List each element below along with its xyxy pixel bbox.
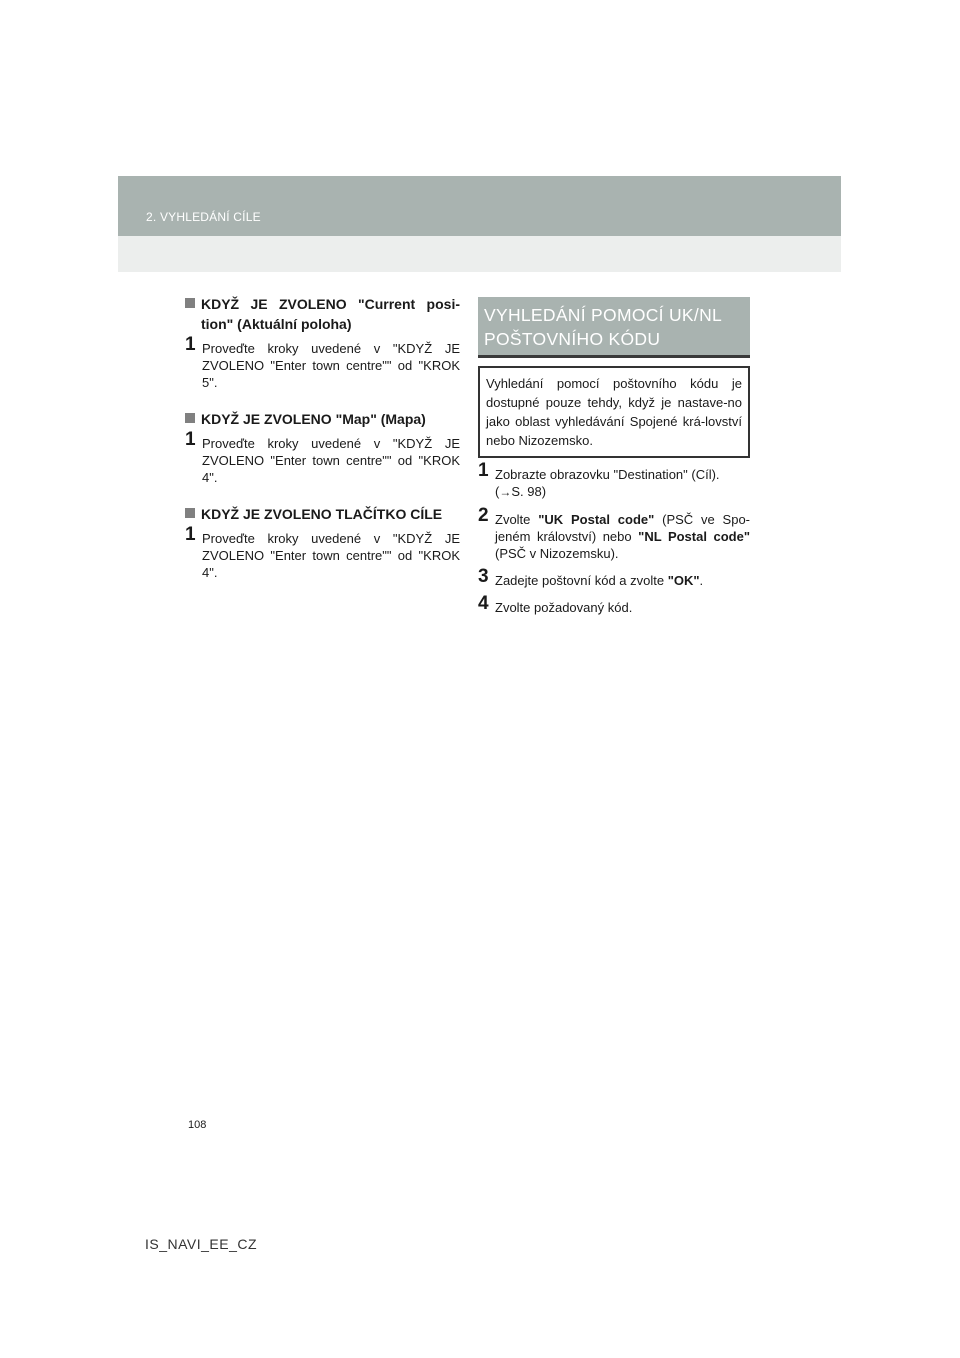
step-number: 3 xyxy=(478,566,489,587)
step-text: Zvolte požadovaný kód. xyxy=(495,600,633,615)
ui-label: "OK" xyxy=(667,573,700,588)
document-code: IS_NAVI_EE_CZ xyxy=(145,1236,258,1252)
step-item: 2 Zvolte "UK Postal code" (PSČ ve Spo-jeném království) nebo "NL Postal code" (PSČ v Nizozemsku). xyxy=(478,505,750,561)
step-number: 1 xyxy=(185,334,196,355)
right-column xyxy=(478,297,750,626)
left-column xyxy=(185,294,460,591)
step-item xyxy=(185,429,460,486)
step-item xyxy=(478,593,750,616)
step-number: 1 xyxy=(185,429,196,450)
step-item xyxy=(185,524,460,581)
step-text: Proveďte kroky uvedené v "KDYŽ JE ZVOLENO "Enter town centre"" od "KROK 4". xyxy=(202,436,460,485)
page-number: 108 xyxy=(188,1119,207,1131)
section-heading-box: VYHLEDÁNÍ POMOCÍ UK/NL POŠTOVNÍHO KÓDU xyxy=(478,297,750,355)
step-text: Proveďte kroky uvedené v "KDYŽ JE ZVOLENO "Enter town centre"" od "KROK 5". xyxy=(202,341,460,390)
header-band xyxy=(118,176,841,236)
subheading-destination-button: KDYŽ JE ZVOLENO TLAČÍTKO CÍLE xyxy=(185,504,460,524)
subheading-current-position: KDYŽ JE ZVOLENO "Current posi-tion" (Aktuální poloha) xyxy=(185,294,460,334)
step-text: Proveďte kroky uvedené v "KDYŽ JE ZVOLENO "Enter town centre"" od "KROK 4". xyxy=(202,531,460,580)
step-number: 4 xyxy=(478,593,489,614)
step-number: 1 xyxy=(478,460,489,481)
square-bullet-icon xyxy=(185,508,195,518)
section-title: 2. VYHLEDÁNÍ CÍLE xyxy=(146,210,261,224)
ui-label: "NL Postal code" xyxy=(638,529,750,544)
step-number: 1 xyxy=(185,524,196,545)
info-box: Vyhledání pomocí poštovního kódu je dostupné pouze tehdy, když je nastave-no jako oblast vyhledávání Spojené krá-lovství nebo Nizozemsko. xyxy=(478,366,750,458)
step-item xyxy=(185,334,460,391)
page-reference[interactable]: S. 98 xyxy=(511,484,542,499)
arrow-right-icon: → xyxy=(499,485,512,499)
step-item: 1 Zobrazte obrazovku "Destination" (Cíl). (→S. 98) xyxy=(478,460,720,499)
square-bullet-icon xyxy=(185,413,195,423)
step-text: Zobrazte obrazovku "Destination" (Cíl). xyxy=(495,467,720,482)
step-item: 3 Zadejte poštovní kód a zvolte "OK". xyxy=(478,566,704,588)
ui-label: "UK Postal code" xyxy=(538,512,655,527)
square-bullet-icon xyxy=(185,298,195,308)
subheading-map: KDYŽ JE ZVOLENO "Map" (Mapa) xyxy=(185,409,460,429)
step-number: 2 xyxy=(478,505,489,526)
heading-underline xyxy=(478,355,750,358)
header-subband xyxy=(118,236,841,272)
